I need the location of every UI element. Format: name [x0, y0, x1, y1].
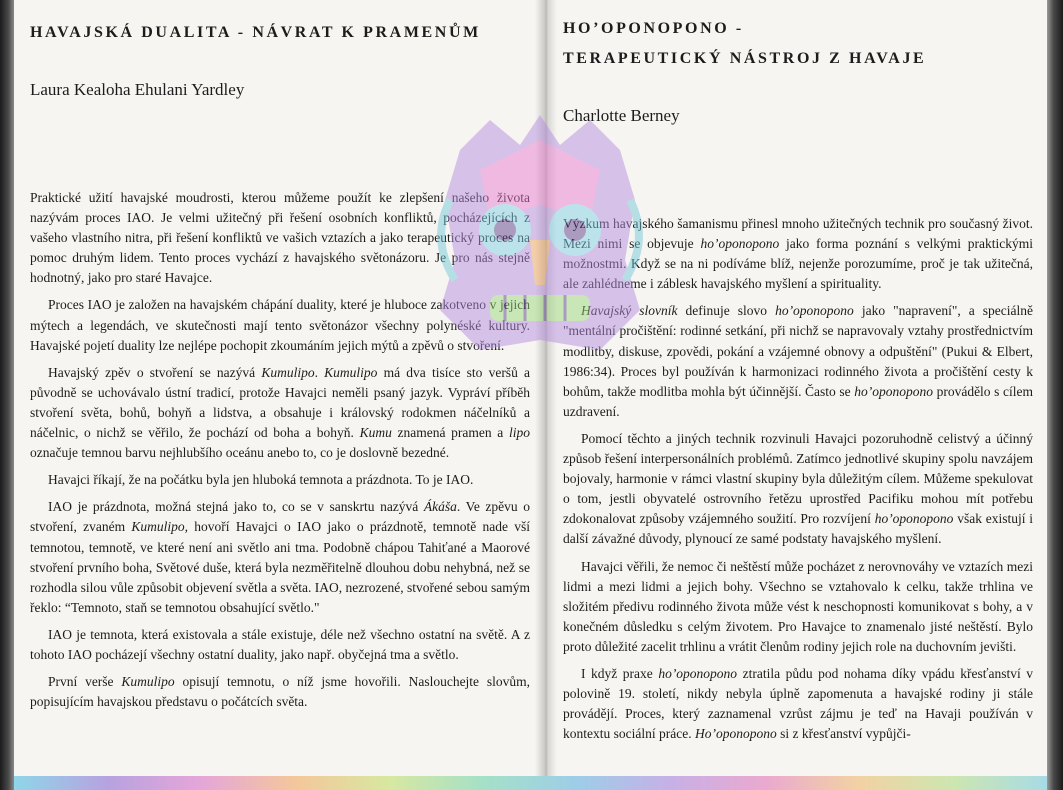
right-article-title-line-2: TERAPEUTICKÝ NÁSTROJ Z HAVAJE — [563, 50, 927, 67]
right-paragraph-5: I když praxe ho’oponopono ztratila půdu pod nohama díky vpádu křesťanství v polovině 19. století, nikdy nebyla úplně zapomenuta a havajské rodiny ji stále provádějí. Proces, který zaznamenal vzrůst zájmu je teď na Havaji používán v kontextu sociální práce. Ho’oponopono si z křesťanství vypůjči- — [563, 665, 1033, 742]
left-article-title: HAVAJSKÁ DUALITA - NÁVRAT K PRAMENŮM — [30, 24, 481, 41]
left-paragraph-3: Havajský zpěv o stvoření se nazývá Kumulipo. Kumulipo má dva tisíce sto veršů a původně se uchovávalo ústní tradicí, protože Havajci neměli psaný jazyk. Vypráví příběh stvoření světa, bohů, bohyň a lidstva, a obsahuje i královský rodokmen náčelníků a náčelnic, o nichž se věřilo, že pochází od boha a bohyň. Kumu znamená pramen a lipo označuje temnou barvu nejhlubšího oceánu anebo to, co je doslovně bezedné. — [30, 364, 530, 461]
right-page — [545, 0, 1047, 776]
right-paragraph-4: Havajci věřili, že nemoc či neštěstí může pocházet z nerovnováhy ve vztazích mezi lidmi a mezi lidmi a jejich bohy. Všechno se vztahovalo k celku, takže trhlina ve složitém předivu rodinného života může vést k neschopnosti komunikovat s bohy, a v konečném důsledku s celým životem. Pro Havajce to znamenalo jisté neštěstí. Bylo proto důležité zacelit trhlinu a vrátit členům rodiny jejich role na duchovním jevišti. — [563, 558, 1033, 654]
right-article-title-line-1: HO’OPONOPONO - — [563, 20, 744, 37]
left-paragraph-5: IAO je prázdnota, možná stejná jako to, co se v sanskrtu nazývá Ákáša. Ve zpěvu o stvoření, zvaném Kumulipo, hovoří Havajci o IAO jako o prázdnotě, temnotě nade vší temnotou, temnotě, ve které není ani světlo ani tma. Podobně chápou Tahiťané a Maorové stvoření prvního boha, Světové duše, která byla nezměřitelně dlouhou dobu nehybná, než se rozhodla silou vůle způsobit objevení světla a světa. IAO, nezrozené, stvořené sebou samým řeklo: “Temnoto, staň se temnotou obsahující světlo." — [30, 499, 530, 615]
left-article-author: Laura Kealoha Ehulani Yardley — [30, 80, 245, 99]
book-edge-right — [1047, 0, 1063, 790]
right-paragraph-2: Havajský slovník definuje slovo ho’oponopono jako "napravení", a speciálně "mentální pročištění: rodinné setkání, při nichž se napravovaly vztahy prostřednictvím modlitby, diskuse, zpovědi, pokání a vzájemné obnovy a odpuštění" (Pukui & Elbert, 1986:34). Proces byl používán k harmonizaci rodinného života a pročištění cesty k bohům, takže modlitba mohla být účinnější. Často se ho’oponopono provádělo s cílem uzdravení. — [563, 303, 1033, 419]
left-page — [14, 0, 545, 776]
left-article-body — [30, 188, 530, 719]
right-article-author: Charlotte Berney — [563, 106, 680, 125]
right-paragraph-3: Pomocí těchto a jiných technik rozvinuli Havajci pozoruhodně celistvý a účinný způsob řešení interpersonálních problémů. Zatímco jednotlivé skupiny spolu navzájem bojovaly, harmonie v rámci vlastní skupiny byla důležitým cílem. Můžeme spekulovat o tom, jestli obyvatelé ostrovního řetězu uprostřed Pacifiku mohou mít potřebu zdokonalovat způsoby vzájemného soužití. Pro rozvíjení ho’oponopono však existují i další závažné důvody, plynoucí ze samé podstaty havajského myšlení. — [563, 430, 1033, 547]
left-paragraph-1: Praktické užití havajské moudrosti, kterou můžeme použít ke zlepšení našeho života nazývám proces IAO. Je velmi užitečný při řešení osobních konfliktů, pocházejících z vašeho vlastního nitra, při řešení konfliktů ve vašich vztazích a jako terapeutický proces na pomoc druhým lidem. Tento proces vychází z havajského světonázoru. Je pro nás stejně hodnotný, jako pro staré Havajce. — [30, 190, 530, 286]
left-paragraph-7: První verše Kumulipo opisují temnotu, o níž jsme hovořili. Naslouchejte slovům, popisujícím havajskou představu o počátcích světa. — [30, 674, 530, 710]
right-article-body — [563, 214, 1033, 751]
rainbow-page-edge — [14, 776, 1047, 790]
left-paragraph-6: IAO je temnota, která existovala a stále existuje, déle než všechno ostatní na světě. A z tohoto IAO pocházejí všechny ostatní duality, jako např. obyčejná tma a světlo. — [30, 626, 530, 662]
left-paragraph-2: Proces IAO je založen na havajském chápání duality, které je hluboce zakotveno v jejich mýtech a legendách, ve skutečnosti mají tento světonázor všechny polynéské kultury. Havajské pojetí duality lze nejlépe pochopit zkoumáním jejich mýtů a zpěvů o stvoření. — [30, 297, 530, 353]
book-edge-left — [0, 0, 14, 790]
right-paragraph-1: Výzkum havajského šamanismu přinesl mnoho užitečných technik pro současný život. Mezi nimi se objevuje ho’oponopono jako forma poznání s velkými praktickými možnostmi. Když se na ni podíváme blíž, nejenže porozumíme, proč je tak užitečná, ale zahlédneme i záblesk havajského myšlení a spirituality. — [563, 216, 1033, 292]
left-paragraph-4: Havajci říkají, že na počátku byla jen hluboká temnota a prázdnota. To je IAO. — [48, 472, 474, 488]
